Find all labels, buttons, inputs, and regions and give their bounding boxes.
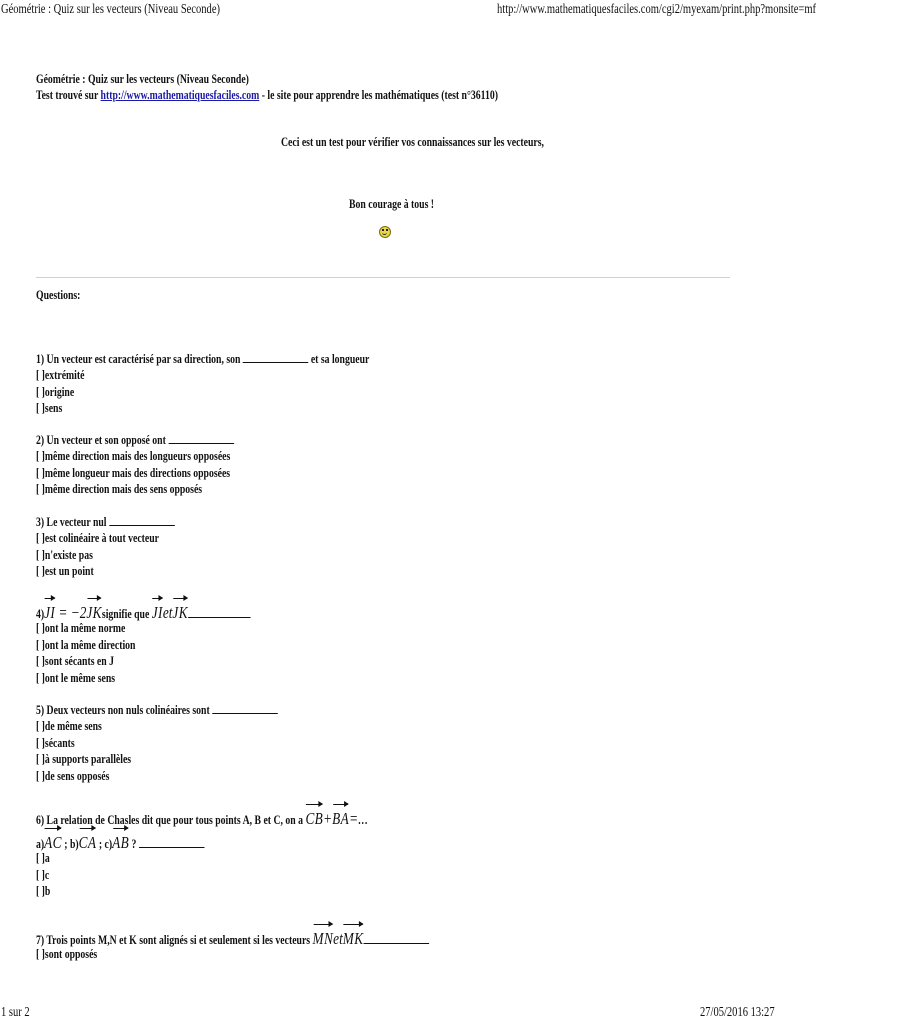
equation: = −2 xyxy=(55,603,87,622)
question-mark: ? xyxy=(131,837,137,851)
vector-jk: JK xyxy=(86,596,102,625)
divider xyxy=(36,277,730,278)
option[interactable]: [ ]ont la même norme xyxy=(36,621,126,635)
encouragement: Bon courage à tous ! xyxy=(349,197,435,211)
vector-ca: CA xyxy=(79,826,97,855)
option[interactable]: [ ]ont la même direction xyxy=(36,637,136,652)
choice-a-label: a) xyxy=(36,837,45,851)
choice-c-label: ; c) xyxy=(98,837,113,851)
et-word: et xyxy=(333,929,343,948)
answer-blank xyxy=(109,514,175,526)
question-2 xyxy=(36,432,290,498)
question-6 xyxy=(36,802,462,900)
answer-blank xyxy=(168,432,234,444)
option[interactable]: [ ]origine xyxy=(36,384,75,399)
answer-blank xyxy=(212,702,278,714)
option[interactable]: [ ]de même sens xyxy=(36,719,102,733)
question-4-number: 4) xyxy=(36,607,45,621)
option[interactable]: [ ]est colinéaire à tout vecteur xyxy=(36,531,160,545)
quiz-description: Ceci est un test pour vérifier vos connaissances sur les vecteurs, xyxy=(281,135,544,149)
plus-sign: + xyxy=(323,809,333,828)
answer-blank xyxy=(243,351,309,363)
vector-cb: CB xyxy=(305,802,323,831)
et-word: et xyxy=(162,603,173,622)
option[interactable]: [ ]ont le même sens xyxy=(36,670,116,685)
option[interactable]: [ ]est un point xyxy=(36,564,94,578)
option[interactable]: [ ]de sens opposés xyxy=(36,768,110,783)
question-6-text: 6) La relation de Chasles dit que pour tous points A, B et C, on a xyxy=(36,813,304,827)
choice-b-label: ; b) xyxy=(64,837,79,851)
option[interactable]: [ ]sont opposés xyxy=(36,947,98,961)
vector-jk: JK xyxy=(172,596,188,625)
option[interactable]: [ ]même direction mais des sens opposés xyxy=(36,482,203,496)
option[interactable]: [ ]extrémité xyxy=(36,368,85,382)
question-5 xyxy=(36,702,346,784)
question-5-text: 5) Deux vecteurs non nuls colinéaires sont xyxy=(36,703,210,717)
question-4-text: signifie que xyxy=(101,607,150,621)
option[interactable]: [ ]même longueur mais des directions opposées xyxy=(36,465,231,480)
question-3-text: 3) Le vecteur nul xyxy=(36,515,107,529)
question-7-text: 7) Trois points M,N et K sont alignés si et seulement si les vecteurs xyxy=(36,933,311,947)
found-on-line: Test trouvé sur http://www.mathematiquesfaciles.com - le site pour apprendre les mathématiques (test n°36110) xyxy=(36,88,498,102)
vector-mk: MK xyxy=(343,922,364,951)
vector-ji: JI xyxy=(152,596,163,625)
option[interactable]: [ ]sécants xyxy=(36,735,75,750)
question-1 xyxy=(36,351,463,417)
question-4 xyxy=(36,596,311,686)
vector-ba: BA xyxy=(332,802,349,831)
vector-mn: MN xyxy=(313,922,334,951)
print-header-url: http://www.mathematiquesfaciles.com/cgi2/myexam/print.php?monsite=mf xyxy=(497,1,817,16)
option[interactable]: [ ]sens xyxy=(36,401,63,415)
print-datetime: 27/05/2016 13:27 xyxy=(700,1004,775,1019)
equals-ellipsis: =... xyxy=(349,809,369,828)
answer-blank xyxy=(139,836,205,848)
option[interactable]: [ ]à supports parallèles xyxy=(36,752,132,766)
vector-ji: JI xyxy=(44,596,55,625)
question-7 xyxy=(36,922,540,963)
option[interactable]: [ ]b xyxy=(36,884,51,898)
site-link[interactable]: http://www.mathematiquesfaciles.com xyxy=(100,88,260,102)
vector-ab: AB xyxy=(112,826,129,855)
question-1-text-end: et sa longueur xyxy=(310,352,370,366)
smiley-icon xyxy=(379,226,391,238)
question-3 xyxy=(36,514,214,580)
question-1-text: 1) Un vecteur est caractérisé par sa direction, son xyxy=(36,352,241,366)
answer-blank xyxy=(363,932,429,944)
option[interactable]: [ ]a xyxy=(36,851,50,865)
quiz-title: Géométrie : Quiz sur les vecteurs (Niveau Seconde) xyxy=(36,72,249,86)
question-2-text: 2) Un vecteur et son opposé ont xyxy=(36,433,166,447)
answer-blank xyxy=(188,606,250,618)
print-header-title: Géométrie : Quiz sur les vecteurs (Niveau Seconde) xyxy=(1,1,221,16)
option[interactable]: [ ]même direction mais des longueurs opposées xyxy=(36,449,231,463)
questions-heading: Questions: xyxy=(36,288,81,302)
option[interactable]: [ ]n'existe pas xyxy=(36,547,93,562)
vector-ac: AC xyxy=(44,826,62,855)
page-number: 1 sur 2 xyxy=(1,1004,30,1019)
option[interactable]: [ ]c xyxy=(36,867,50,882)
option[interactable]: [ ]sont sécants en J xyxy=(36,654,114,668)
